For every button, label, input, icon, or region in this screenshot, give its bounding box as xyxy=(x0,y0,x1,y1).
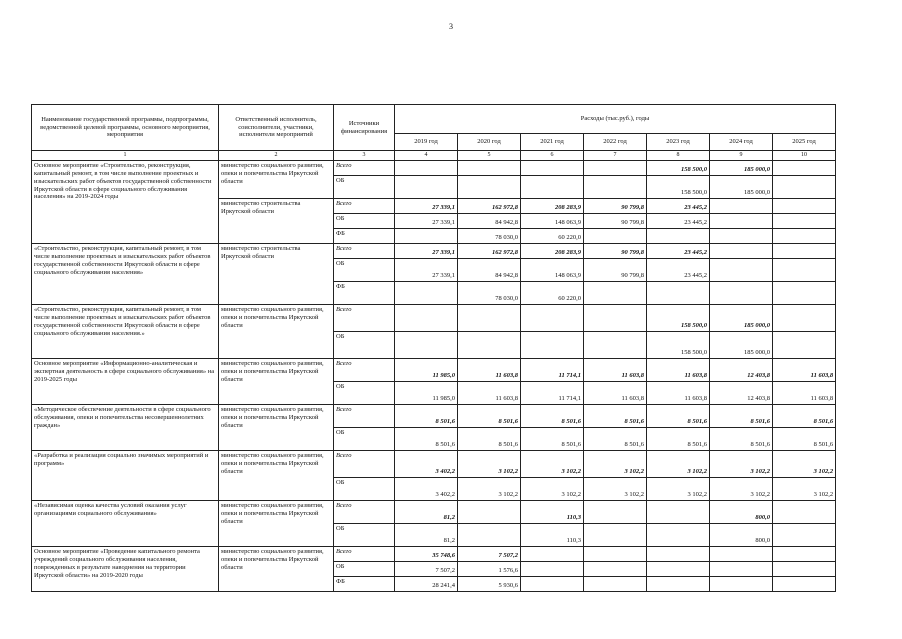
value-cell: 8 501,6 xyxy=(458,405,521,428)
value-cell: 11 603,8 xyxy=(584,359,647,382)
value-cell xyxy=(773,161,836,176)
value-cell: 8 501,6 xyxy=(773,428,836,451)
value-cell xyxy=(395,176,458,199)
value-cell xyxy=(521,562,584,577)
value-cell: 110,3 xyxy=(521,524,584,547)
value-cell: 7 507,2 xyxy=(395,562,458,577)
value-cell xyxy=(773,244,836,259)
value-cell: 90 799,8 xyxy=(584,214,647,229)
value-cell: 3 102,2 xyxy=(458,478,521,501)
value-cell: 28 241,4 xyxy=(395,577,458,592)
value-cell: 11 603,8 xyxy=(458,382,521,405)
value-cell: 8 501,6 xyxy=(710,428,773,451)
value-cell xyxy=(647,547,710,562)
value-cell: 8 501,6 xyxy=(710,405,773,428)
value-cell xyxy=(395,161,458,176)
value-cell: 23 445,2 xyxy=(647,244,710,259)
value-cell xyxy=(773,259,836,282)
value-cell: 3 102,2 xyxy=(647,451,710,478)
value-cell xyxy=(395,332,458,359)
value-cell xyxy=(647,524,710,547)
value-cell: 23 445,2 xyxy=(647,199,710,214)
value-cell: 8 501,6 xyxy=(521,405,584,428)
value-cell: 3 102,2 xyxy=(458,451,521,478)
value-cell xyxy=(521,577,584,592)
value-cell: 35 748,6 xyxy=(395,547,458,562)
source-cell: Всего xyxy=(334,547,395,562)
value-cell xyxy=(584,524,647,547)
value-cell: 11 603,8 xyxy=(458,359,521,382)
value-cell xyxy=(773,229,836,244)
col-number: 7 xyxy=(584,151,647,161)
value-cell: 8 501,6 xyxy=(521,428,584,451)
value-cell: 11 985,0 xyxy=(395,382,458,405)
row-executor: министерство социального развития, опеки и попечительства Иркутской области xyxy=(219,501,334,547)
row-name: Основное мероприятие «Строительство, реконструкция, капитальный ремонт, в том числе выполнение проектных и изыскательских работ объектов государственной собственности Иркутской области в сфере социального обслуживания населения» на 2019-2024 годы xyxy=(32,161,219,244)
table-row xyxy=(32,501,836,524)
source-cell: ОБ xyxy=(334,259,395,282)
table-row xyxy=(32,161,836,176)
value-cell: 8 501,6 xyxy=(647,428,710,451)
value-cell: 208 283,9 xyxy=(521,244,584,259)
year-header: 2023 год xyxy=(647,134,710,151)
value-cell: 84 942,8 xyxy=(458,259,521,282)
row-executor: министерство строительства Иркутской области xyxy=(219,199,334,244)
value-cell xyxy=(584,547,647,562)
col-number: 2 xyxy=(219,151,334,161)
value-cell: 800,0 xyxy=(710,501,773,524)
value-cell: 8 501,6 xyxy=(584,428,647,451)
value-cell: 8 501,6 xyxy=(458,428,521,451)
table-row xyxy=(32,405,836,428)
source-cell: ОБ xyxy=(334,176,395,199)
value-cell xyxy=(773,176,836,199)
value-cell: 3 402,2 xyxy=(395,478,458,501)
value-cell xyxy=(584,161,647,176)
value-cell xyxy=(647,282,710,305)
value-cell: 27 339,1 xyxy=(395,199,458,214)
value-cell: 185 000,0 xyxy=(710,305,773,332)
value-cell xyxy=(710,547,773,562)
value-cell xyxy=(773,547,836,562)
value-cell: 3 402,2 xyxy=(395,451,458,478)
value-cell: 27 339,1 xyxy=(395,214,458,229)
value-cell xyxy=(458,176,521,199)
value-cell: 11 714,1 xyxy=(521,382,584,405)
source-cell: Всего xyxy=(334,501,395,524)
col-number: 4 xyxy=(395,151,458,161)
value-cell: 208 283,9 xyxy=(521,199,584,214)
value-cell xyxy=(773,199,836,214)
value-cell: 3 102,2 xyxy=(773,451,836,478)
year-header: 2024 год xyxy=(710,134,773,151)
value-cell xyxy=(521,332,584,359)
value-cell: 185 000,0 xyxy=(710,332,773,359)
source-cell: Всего xyxy=(334,305,395,332)
value-cell: 148 063,9 xyxy=(521,214,584,229)
value-cell xyxy=(647,577,710,592)
value-cell: 3 102,2 xyxy=(647,478,710,501)
value-cell xyxy=(584,305,647,332)
row-name: «Методическое обеспечение деятельности в сфере социального обслуживания, опеки и попечительства несовершеннолетних граждан» xyxy=(32,405,219,451)
table-row xyxy=(32,451,836,478)
source-cell: ОБ xyxy=(334,332,395,359)
value-cell xyxy=(584,501,647,524)
value-cell: 11 985,0 xyxy=(395,359,458,382)
value-cell: 90 799,8 xyxy=(584,259,647,282)
value-cell: 5 930,6 xyxy=(458,577,521,592)
value-cell: 162 972,8 xyxy=(458,199,521,214)
value-cell: 78 030,0 xyxy=(458,282,521,305)
value-cell xyxy=(521,305,584,332)
value-cell: 12 403,8 xyxy=(710,382,773,405)
value-cell xyxy=(710,259,773,282)
value-cell: 84 942,8 xyxy=(458,214,521,229)
value-cell: 800,0 xyxy=(710,524,773,547)
col-number: 3 xyxy=(334,151,395,161)
value-cell: 3 102,2 xyxy=(521,451,584,478)
value-cell: 90 799,8 xyxy=(584,244,647,259)
row-name: «Строительство, реконструкция, капитальный ремонт, в том числе выполнение проектных и изыскательских работ объектов государственной собственности Иркутской области в сфере социального обслуживания населения» xyxy=(32,244,219,305)
row-name: Основное мероприятие «Проведение капитального ремонта учреждений социального обслуживания населения, поврежденных в результате наводнения на территории Иркутской области» на 2019-2020 годы xyxy=(32,547,219,592)
source-cell: ОБ xyxy=(334,214,395,229)
value-cell: 23 445,2 xyxy=(647,214,710,229)
year-header: 2020 год xyxy=(458,134,521,151)
value-cell: 3 102,2 xyxy=(584,478,647,501)
value-cell: 23 445,2 xyxy=(647,259,710,282)
value-cell: 162 972,8 xyxy=(458,244,521,259)
row-executor: министерство социального развития, опеки и попечительства Иркутской области xyxy=(219,161,334,199)
value-cell: 12 403,8 xyxy=(710,359,773,382)
value-cell xyxy=(710,562,773,577)
row-executor: министерство социального развития, опеки и попечительства Иркутской области xyxy=(219,405,334,451)
value-cell: 3 102,2 xyxy=(584,451,647,478)
value-cell xyxy=(395,305,458,332)
value-cell xyxy=(584,229,647,244)
source-cell: ОБ xyxy=(334,382,395,405)
value-cell: 60 220,0 xyxy=(521,282,584,305)
col-number: 5 xyxy=(458,151,521,161)
value-cell xyxy=(458,501,521,524)
value-cell xyxy=(584,176,647,199)
source-cell: ФБ xyxy=(334,229,395,244)
value-cell: 11 603,8 xyxy=(773,359,836,382)
value-cell xyxy=(395,282,458,305)
row-name: Основное мероприятие «Информационно-аналитическая и экспертная деятельность в сфере социального обслуживания» на 2019-2025 годы xyxy=(32,359,219,405)
value-cell xyxy=(521,176,584,199)
value-cell: 11 603,8 xyxy=(647,359,710,382)
value-cell: 158 500,0 xyxy=(647,332,710,359)
value-cell: 148 063,9 xyxy=(521,259,584,282)
value-cell xyxy=(710,577,773,592)
col-number: 6 xyxy=(521,151,584,161)
value-cell xyxy=(773,562,836,577)
source-cell: ОБ xyxy=(334,428,395,451)
row-executor: министерство строительства Иркутской области xyxy=(219,244,334,305)
source-cell: ОБ xyxy=(334,524,395,547)
source-cell: Всего xyxy=(334,161,395,176)
value-cell: 27 339,1 xyxy=(395,244,458,259)
value-cell xyxy=(773,524,836,547)
value-cell xyxy=(710,229,773,244)
value-cell xyxy=(710,214,773,229)
col-header-executor: Ответственный исполнитель, соисполнители, участники, исполнители мероприятий xyxy=(219,105,334,151)
year-header: 2019 год xyxy=(395,134,458,151)
value-cell xyxy=(458,332,521,359)
value-cell xyxy=(710,199,773,214)
row-name: «Независимая оценка качества условий оказания услуг организациями социального обслуживания» xyxy=(32,501,219,547)
value-cell: 11 603,8 xyxy=(773,382,836,405)
row-executor: министерство социального развития, опеки и попечительства Иркутской области xyxy=(219,451,334,501)
value-cell xyxy=(773,577,836,592)
value-cell: 8 501,6 xyxy=(647,405,710,428)
value-cell: 78 030,0 xyxy=(458,229,521,244)
table-row xyxy=(32,244,836,259)
row-executor: министерство социального развития, опеки и попечительства Иркутской области xyxy=(219,547,334,592)
value-cell: 11 603,8 xyxy=(584,382,647,405)
value-cell xyxy=(584,577,647,592)
value-cell: 11 714,1 xyxy=(521,359,584,382)
source-cell: Всего xyxy=(334,199,395,214)
value-cell xyxy=(773,282,836,305)
value-cell: 158 500,0 xyxy=(647,161,710,176)
value-cell: 11 603,8 xyxy=(647,382,710,405)
source-cell: ФБ xyxy=(334,282,395,305)
value-cell: 90 799,8 xyxy=(584,199,647,214)
value-cell: 8 501,6 xyxy=(773,405,836,428)
col-number: 10 xyxy=(773,151,836,161)
row-executor: министерство социального развития, опеки и попечительства Иркутской области xyxy=(219,359,334,405)
value-cell xyxy=(521,161,584,176)
table-row xyxy=(32,359,836,382)
value-cell: 158 500,0 xyxy=(647,176,710,199)
value-cell: 3 102,2 xyxy=(521,478,584,501)
source-cell: Всего xyxy=(334,359,395,382)
value-cell: 81,2 xyxy=(395,501,458,524)
source-cell: ОБ xyxy=(334,562,395,577)
value-cell: 8 501,6 xyxy=(395,405,458,428)
value-cell xyxy=(584,562,647,577)
value-cell xyxy=(584,332,647,359)
row-name: «Разработка и реализация социально значимых мероприятий и программ» xyxy=(32,451,219,501)
table-row xyxy=(32,547,836,562)
year-header: 2025 год xyxy=(773,134,836,151)
value-cell xyxy=(710,244,773,259)
col-number: 9 xyxy=(710,151,773,161)
value-cell: 3 102,2 xyxy=(710,478,773,501)
col-number: 8 xyxy=(647,151,710,161)
value-cell: 110,3 xyxy=(521,501,584,524)
page-number: 3 xyxy=(449,22,453,31)
year-header: 2021 год xyxy=(521,134,584,151)
source-cell: Всего xyxy=(334,451,395,478)
value-cell xyxy=(710,282,773,305)
value-cell xyxy=(458,524,521,547)
value-cell: 7 507,2 xyxy=(458,547,521,562)
row-executor: министерство социального развития, опеки и попечительства Иркутской области xyxy=(219,305,334,359)
value-cell xyxy=(584,282,647,305)
value-cell: 8 501,6 xyxy=(584,405,647,428)
value-cell: 185 000,0 xyxy=(710,176,773,199)
source-cell: Всего xyxy=(334,244,395,259)
value-cell xyxy=(773,214,836,229)
value-cell xyxy=(521,547,584,562)
source-cell: Всего xyxy=(334,405,395,428)
col-header-name: Наименование государственной программы, подпрограммы, ведомственной целевой программы, основного мероприятия, мероприятия xyxy=(32,105,219,151)
value-cell xyxy=(773,501,836,524)
value-cell xyxy=(647,501,710,524)
col-number: 1 xyxy=(32,151,219,161)
value-cell: 27 339,1 xyxy=(395,259,458,282)
table-row xyxy=(32,305,836,332)
source-cell: ФБ xyxy=(334,577,395,592)
value-cell xyxy=(773,332,836,359)
value-cell xyxy=(647,229,710,244)
source-cell: ОБ xyxy=(334,478,395,501)
value-cell xyxy=(395,229,458,244)
value-cell xyxy=(458,305,521,332)
year-header: 2022 год xyxy=(584,134,647,151)
row-name: «Строительство, реконструкция, капитальный ремонт, в том числе выполнение проектных и изыскательских работ объектов государственной собственности Иркутской области в сфере социального обслуживания населения.» xyxy=(32,305,219,359)
value-cell xyxy=(647,562,710,577)
value-cell xyxy=(458,161,521,176)
value-cell xyxy=(773,305,836,332)
value-cell: 81,2 xyxy=(395,524,458,547)
value-cell: 8 501,6 xyxy=(395,428,458,451)
value-cell: 185 000,0 xyxy=(710,161,773,176)
col-header-expenses: Расходы (тыс.руб.), годы xyxy=(395,105,836,134)
value-cell: 3 102,2 xyxy=(773,478,836,501)
col-header-source: Источники финансирования xyxy=(334,105,395,151)
value-cell: 158 500,0 xyxy=(647,305,710,332)
value-cell: 3 102,2 xyxy=(710,451,773,478)
value-cell: 60 220,0 xyxy=(521,229,584,244)
budget-table xyxy=(31,104,836,592)
value-cell: 1 576,6 xyxy=(458,562,521,577)
